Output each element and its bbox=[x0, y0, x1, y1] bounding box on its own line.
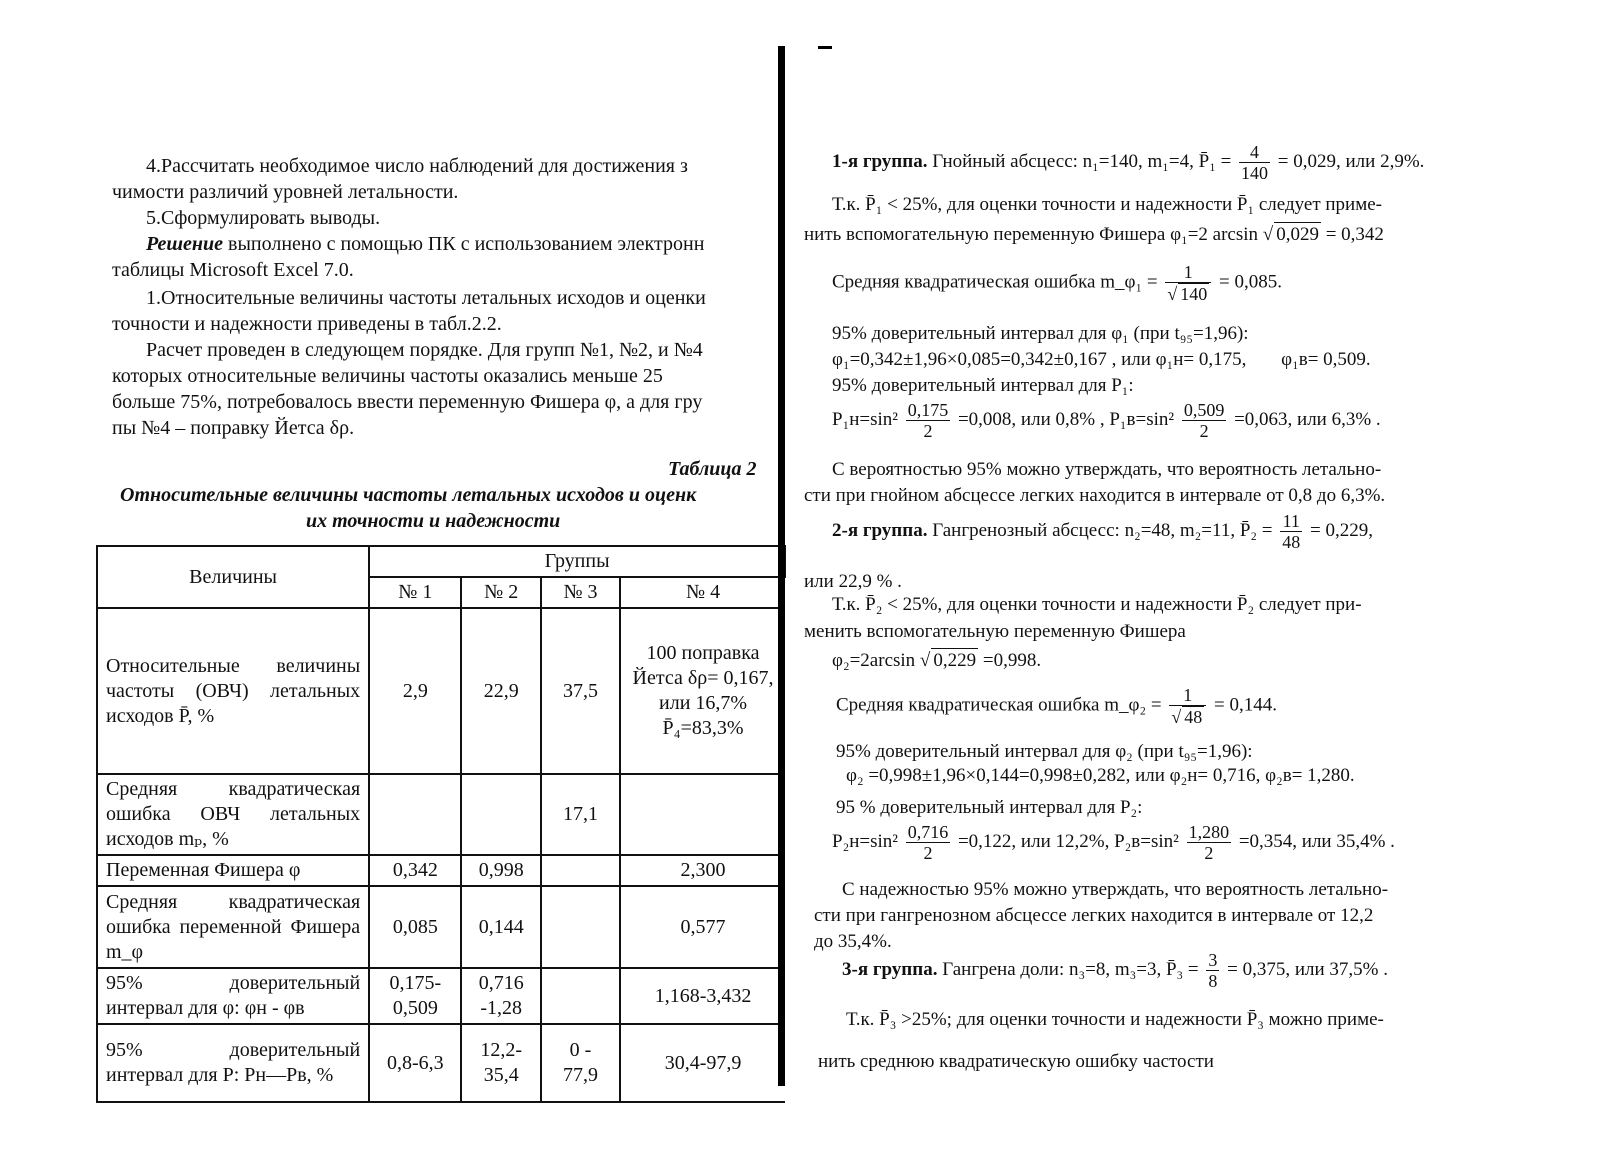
sqrt-sign: √ bbox=[919, 650, 931, 671]
text-line: пы №4 – поправку Йетса δρ. bbox=[112, 417, 355, 439]
text: = 0,229, bbox=[1309, 519, 1373, 541]
table-cell: 1,168-3,432 bbox=[620, 968, 785, 1024]
table-cell: Средняя квадратическая ошибка переменной Фишера m_φ bbox=[97, 886, 369, 968]
text-line bbox=[804, 222, 1384, 247]
fraction bbox=[1187, 822, 1232, 863]
text: =0,008, или 0,8% , P₁в=sin² bbox=[957, 408, 1175, 430]
right-page bbox=[790, 0, 1600, 1164]
text: φ₂=2arcsin bbox=[832, 650, 916, 671]
fraction-num: 0,175 bbox=[907, 400, 949, 420]
text-line bbox=[832, 648, 1041, 673]
text-line bbox=[832, 400, 1381, 441]
group-2-line bbox=[832, 511, 1373, 552]
fraction bbox=[906, 822, 951, 863]
text: =0,122, или 12,2%, P₂в=sin² bbox=[957, 830, 1179, 852]
text-line bbox=[832, 822, 1395, 863]
text-line: точности и надежности приведены в табл.2.2. bbox=[112, 313, 502, 335]
formula: P̄₂ = bbox=[1239, 519, 1273, 541]
fraction bbox=[1280, 511, 1302, 552]
text-line: 4.Рассчитать необходимое число наблюдений для достижения з bbox=[146, 155, 688, 177]
text-line: менить вспомогательную переменную Фишера bbox=[804, 621, 1186, 642]
header-cell: Величины bbox=[97, 546, 369, 608]
table-cell bbox=[541, 886, 620, 968]
formula: P̄₃ = bbox=[1165, 958, 1199, 980]
fraction bbox=[1169, 685, 1206, 727]
text: = 0,144. bbox=[1213, 694, 1277, 716]
text-line: Т.к. P̄₁ < 25%, для оценки точности и надежности P̄₁ следует приме- bbox=[832, 194, 1382, 215]
data-table bbox=[96, 545, 786, 1103]
text-line: С вероятностью 95% можно утверждать, что вероятность летально- bbox=[832, 459, 1382, 480]
table-cell bbox=[369, 774, 461, 855]
text-line: Т.к. P̄₃ >25%; для оценки точности и надежности P̄₃ можно приме- bbox=[846, 1009, 1384, 1030]
book-gutter bbox=[778, 46, 785, 1086]
fraction-den: 48 bbox=[1282, 532, 1301, 552]
fraction-den: 8 bbox=[1208, 971, 1218, 991]
table-cell: 95% доверительный интервал для φ: φн - φв bbox=[97, 968, 369, 1024]
sqrt-sign: √ bbox=[1262, 224, 1274, 245]
table-cell: Переменная Фишера φ bbox=[97, 855, 369, 886]
text: =0,063, или 6,3% . bbox=[1234, 408, 1381, 430]
fraction-den: 2 bbox=[1204, 843, 1214, 863]
fraction-num: 0,716 bbox=[907, 822, 949, 842]
header-cell: № 3 bbox=[541, 577, 620, 608]
text: Средняя квадратическая ошибка bbox=[832, 271, 1096, 293]
left-page bbox=[0, 0, 786, 1164]
table-cell bbox=[620, 774, 785, 855]
text-line: 95% доверительный интервал для P₁: bbox=[832, 375, 1134, 396]
fraction-num: 3 bbox=[1208, 950, 1218, 970]
text: =0,354, или 35,4% . bbox=[1238, 830, 1395, 852]
fraction bbox=[1165, 262, 1211, 304]
text: = 0,342 bbox=[1325, 224, 1384, 245]
formula: P̄₁ bbox=[1198, 150, 1216, 172]
table-cell: 0,577 bbox=[620, 886, 785, 968]
header-cell: № 4 bbox=[620, 577, 785, 608]
sqrt-radicand: 140 bbox=[1180, 284, 1208, 304]
text-line: таблицы Microsoft Excel 7.0. bbox=[112, 259, 354, 281]
table-row bbox=[97, 1024, 785, 1102]
fraction-den: 2 bbox=[923, 421, 933, 441]
fraction-den: 140 bbox=[1241, 163, 1269, 183]
text-line: 5.Сформулировать выводы. bbox=[146, 207, 381, 229]
text-line: 95% доверительный интервал для φ₂ (при t₉₅=1,96): bbox=[836, 741, 1253, 762]
text: = 0,085. bbox=[1218, 271, 1282, 293]
group-3-line bbox=[842, 950, 1388, 991]
text: Средняя квадратическая ошибка bbox=[836, 694, 1100, 716]
text-line: сти при гнойном абсцессе легких находится в интервале от 0,8 до 6,3%. bbox=[804, 485, 1386, 506]
text: Гангренозный абсцесс: n₂=48, m₂=11, bbox=[932, 519, 1236, 541]
table-cell: 2,300 bbox=[620, 855, 785, 886]
table-cell: 0,175-0,509 bbox=[369, 968, 461, 1024]
sqrt-radicand: 0,029 bbox=[1276, 224, 1319, 245]
table-cell: 17,1 bbox=[541, 774, 620, 855]
group-title: 3-я группа. bbox=[842, 958, 938, 980]
text-line bbox=[836, 685, 1277, 727]
fraction-num: 11 bbox=[1280, 511, 1302, 532]
sqrt-radicand: 48 bbox=[1184, 707, 1203, 727]
text-line-rest: выполнено с помощью ПК с использованием электронн bbox=[228, 233, 705, 255]
fraction-num: 1,280 bbox=[1188, 822, 1230, 842]
table-cell bbox=[541, 968, 620, 1024]
text-line: больше 75%, потребовалось ввести переменную Фишера φ, а для гру bbox=[112, 391, 703, 413]
group-1-line: 1-я группа. Гнойный абсцесс: n₁=140, m₁=4, P̄₁ = $\frac{4}{140}$ = 0,029, или 2,9%. bbox=[832, 142, 1425, 183]
text: P₁н=sin² bbox=[832, 408, 898, 430]
text-line bbox=[832, 348, 1371, 372]
header-cell: № 1 bbox=[369, 577, 461, 608]
sqrt-radicand: 0,229 bbox=[933, 650, 977, 671]
text-line: которых относительные величины частоты оказались меньше 25 bbox=[112, 365, 663, 387]
text-line: до 35,4%. bbox=[814, 931, 892, 952]
table-cell: 37,5 bbox=[541, 608, 620, 774]
text: P₂н=sin² bbox=[832, 830, 898, 852]
solution-word: Решение bbox=[146, 233, 224, 255]
text-line: 95 % доверительный интервал для P₂: bbox=[836, 797, 1143, 818]
table-cell bbox=[461, 774, 540, 855]
table-number: Таблица 2 bbox=[668, 458, 757, 480]
fraction-den: √ 48 bbox=[1171, 707, 1203, 727]
text-line: Т.к. P̄₂ < 25%, для оценки точности и надежности P̄₂ следует при- bbox=[832, 594, 1362, 615]
text-line: или 22,9 % . bbox=[804, 571, 902, 592]
text-line: φ₂ =0,998±1,96×0,144=0,998±0,282, или φ₂н= 0,716, φ₂в= 1,280. bbox=[846, 765, 1355, 786]
text-line: чимости различий уровней летальности. bbox=[112, 181, 459, 203]
text: φ₁=0,342±1,96×0,085=0,342±0,167 , или φ₁н= 0,175, bbox=[832, 349, 1247, 370]
header-cell: Группы bbox=[369, 546, 785, 577]
fraction-den: 2 bbox=[923, 843, 933, 863]
table-cell: 0,8-6,3 bbox=[369, 1024, 461, 1102]
group-title: 1-я группа. bbox=[832, 150, 928, 172]
table-cell bbox=[541, 855, 620, 886]
table-cell: 30,4-97,9 bbox=[620, 1024, 785, 1102]
formula: m_φ₂ = bbox=[1104, 694, 1162, 716]
text: или 37,5% . bbox=[1294, 958, 1388, 980]
table-cell: 0,716 -1,28 bbox=[461, 968, 540, 1024]
text-line: 1.Относительные величины частоты летальных исходов и оценки bbox=[146, 287, 706, 309]
text: или 2,9%. bbox=[1345, 150, 1425, 172]
table-row bbox=[97, 774, 785, 855]
table-header-row bbox=[97, 546, 785, 577]
text: = 0,029, bbox=[1277, 150, 1341, 172]
table-cell: 2,9 bbox=[369, 608, 461, 774]
text: нить вспомогательную переменную Фишера φ₁=2 arcsin bbox=[804, 224, 1259, 245]
text: = 0,375, bbox=[1227, 958, 1291, 980]
table-cell: 0 - 77,9 bbox=[541, 1024, 620, 1102]
table-cell: 0,998 bbox=[461, 855, 540, 886]
text-line bbox=[112, 231, 786, 257]
fraction-den: 2 bbox=[1199, 421, 1209, 441]
text-line: сти при гангренозном абсцессе легких находится в интервале от 12,2 bbox=[814, 905, 1374, 926]
group-title: 2-я группа. bbox=[832, 519, 928, 541]
table-row bbox=[97, 968, 785, 1024]
table-cell: 22,9 bbox=[461, 608, 540, 774]
text-line: нить среднюю квадратическую ошибку частости bbox=[818, 1051, 1214, 1072]
fraction-num: 0,509 bbox=[1183, 400, 1225, 420]
table-row bbox=[97, 608, 785, 774]
formula: m_φ₁ = bbox=[1100, 271, 1158, 293]
text-line bbox=[832, 262, 1282, 304]
text: Гангрена доли: n₃=8, m₃=3, bbox=[942, 958, 1162, 980]
text-line: 95% доверительный интервал для φ₁ (при t₉₅=1,96): bbox=[832, 323, 1249, 344]
text-line: С надежностью 95% можно утверждать, что вероятность летально- bbox=[842, 879, 1389, 900]
table-row bbox=[97, 886, 785, 968]
table-cell: 0,342 bbox=[369, 855, 461, 886]
fraction-den: √ 140 bbox=[1167, 284, 1208, 304]
table-cell: Средняя квадратическая ошибка ОВЧ летальных исходов mₚ, % bbox=[97, 774, 369, 855]
table-cell: Относительные величины частоты (ОВЧ) летальных исходов P̄, % bbox=[97, 608, 369, 774]
fraction bbox=[906, 400, 951, 441]
table-cell: 0,144 bbox=[461, 886, 540, 968]
table-cell: 95% доверительный интервал для P: Pн—Pв, % bbox=[97, 1024, 369, 1102]
table-cell: 100 поправка Йетса δρ= 0,167, или 16,7% P̄₄=83,3% bbox=[620, 608, 785, 774]
fraction-num: 4 bbox=[1239, 142, 1270, 163]
text: φ₁в= 0,509. bbox=[1281, 349, 1371, 370]
text: Гнойный абсцесс: n₁=140, m₁=4, bbox=[932, 150, 1194, 172]
header-cell: № 2 bbox=[461, 577, 540, 608]
fraction bbox=[1182, 400, 1227, 441]
table-cell: 0,085 bbox=[369, 886, 461, 968]
table-caption: их точности и надежности bbox=[306, 510, 561, 532]
fraction-num: 1 bbox=[1169, 685, 1206, 706]
text-line: Расчет проведен в следующем порядке. Для групп №1, №2, и №4 bbox=[146, 339, 703, 361]
fraction bbox=[1239, 142, 1270, 183]
text: =0,998. bbox=[982, 650, 1042, 671]
table-row bbox=[97, 855, 785, 886]
fraction-num: 1 bbox=[1165, 262, 1211, 283]
fraction bbox=[1206, 950, 1219, 991]
table-cell: 12,2-35,4 bbox=[461, 1024, 540, 1102]
table-caption: Относительные величины частоты летальных исходов и оценк bbox=[120, 484, 697, 506]
